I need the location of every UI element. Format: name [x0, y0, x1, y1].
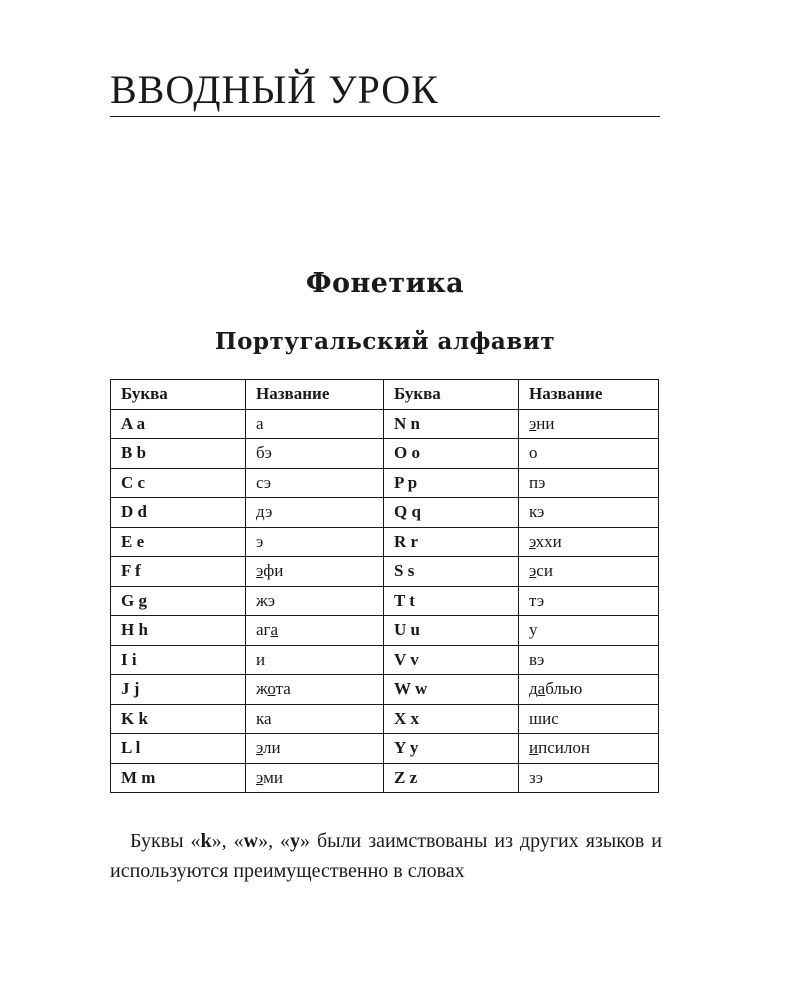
body-paragraph — [110, 826, 662, 886]
letter-cell: O o — [384, 439, 519, 469]
name-text: жэ — [256, 590, 276, 610]
name-text: та — [275, 679, 291, 699]
letter-cell: B b — [111, 439, 246, 469]
name-text: и — [256, 649, 266, 669]
letter-cell: Y y — [384, 734, 519, 764]
letter-cell: R r — [384, 527, 519, 557]
stressed-vowel: а — [537, 679, 546, 699]
name-text: а — [256, 413, 264, 433]
name-text: пэ — [529, 472, 546, 492]
name-text: шис — [529, 708, 559, 728]
name-text: сэ — [256, 472, 272, 492]
letter-cell: U u — [384, 616, 519, 646]
table-row — [111, 439, 659, 469]
chapter-title: ВВОДНЫЙ УРОК — [110, 66, 660, 117]
text-segment: » были заимствованы из других языков и используются преимущественно в словах — [110, 830, 663, 882]
stressed-vowel: э — [529, 531, 536, 551]
name-cell — [519, 645, 659, 675]
name-cell — [519, 409, 659, 439]
name-cell — [246, 645, 384, 675]
letter-cell: J j — [111, 675, 246, 705]
stressed-vowel: а — [270, 620, 279, 640]
name-text: псилон — [538, 738, 590, 758]
name-text: ми — [263, 767, 284, 787]
header-name: Название — [519, 380, 659, 410]
table-row — [111, 468, 659, 498]
stressed-vowel: э — [256, 561, 264, 581]
name-cell — [246, 468, 384, 498]
letter-cell: Q q — [384, 498, 519, 528]
table-row — [111, 586, 659, 616]
name-text: э — [256, 531, 264, 551]
name-text: хxи — [535, 531, 562, 551]
letter-cell: Z z — [384, 763, 519, 793]
name-text: зэ — [529, 767, 544, 787]
stressed-vowel: э — [529, 561, 537, 581]
name-cell — [519, 527, 659, 557]
table-row — [111, 616, 659, 646]
name-cell — [519, 763, 659, 793]
text-segment: », « — [258, 830, 291, 852]
letter-cell: X x — [384, 704, 519, 734]
table-row — [111, 557, 659, 587]
letter-y: y — [290, 830, 301, 852]
name-cell — [519, 468, 659, 498]
name-cell — [519, 675, 659, 705]
name-cell — [246, 763, 384, 793]
text-segment: », « — [211, 830, 244, 852]
name-cell — [246, 557, 384, 587]
name-cell — [246, 734, 384, 764]
stressed-vowel: и — [529, 738, 539, 758]
alphabet-table — [110, 379, 659, 793]
letter-cell: H h — [111, 616, 246, 646]
name-text: ни — [536, 413, 555, 433]
name-cell — [246, 704, 384, 734]
letter-cell: P p — [384, 468, 519, 498]
table-header-row — [111, 380, 659, 410]
name-cell — [519, 586, 659, 616]
letter-cell: S s — [384, 557, 519, 587]
name-cell — [246, 498, 384, 528]
name-text: вэ — [529, 649, 545, 669]
subsection-title: Португальский алфавит — [214, 328, 556, 355]
name-cell — [519, 498, 659, 528]
name-cell — [246, 409, 384, 439]
table-row — [111, 763, 659, 793]
name-text: ж — [256, 679, 268, 699]
stressed-vowel: о — [267, 679, 276, 699]
name-text: о — [529, 443, 538, 463]
section-title: Фонетика — [305, 268, 465, 299]
table-row — [111, 734, 659, 764]
name-text: д — [529, 679, 538, 699]
letter-cell: M m — [111, 763, 246, 793]
name-cell — [246, 586, 384, 616]
letter-cell: L l — [111, 734, 246, 764]
header-name: Название — [246, 380, 384, 410]
name-text: у — [529, 620, 538, 640]
letter-cell: C c — [111, 468, 246, 498]
header-letter: Буква — [111, 380, 246, 410]
name-cell — [519, 704, 659, 734]
table-row — [111, 527, 659, 557]
name-text: аг — [256, 620, 271, 640]
name-text: блью — [545, 679, 583, 699]
letter-cell: W w — [384, 675, 519, 705]
letter-cell: D d — [111, 498, 246, 528]
stressed-vowel: э — [256, 767, 264, 787]
letter-cell: I i — [111, 645, 246, 675]
name-text: кэ — [529, 502, 545, 522]
name-text: тэ — [529, 590, 545, 610]
letter-cell: A a — [111, 409, 246, 439]
letter-cell: V v — [384, 645, 519, 675]
letter-cell: G g — [111, 586, 246, 616]
name-text: дэ — [256, 502, 273, 522]
table-row — [111, 409, 659, 439]
table-row — [111, 704, 659, 734]
name-text: бэ — [256, 443, 272, 463]
alphabet-table-body — [111, 409, 659, 793]
letter-cell: N n — [384, 409, 519, 439]
stressed-vowel: э — [256, 738, 263, 758]
letter-cell: K k — [111, 704, 246, 734]
letter-cell: E e — [111, 527, 246, 557]
stressed-vowel: э — [529, 413, 537, 433]
name-cell — [246, 675, 384, 705]
letter-w: w — [243, 830, 259, 852]
letter-k: k — [200, 830, 212, 852]
name-text: фи — [263, 561, 284, 581]
table-row — [111, 645, 659, 675]
table-row — [111, 675, 659, 705]
name-cell — [246, 439, 384, 469]
text-segment: Буквы « — [130, 830, 201, 852]
letter-cell: F f — [111, 557, 246, 587]
name-cell — [519, 439, 659, 469]
name-cell — [246, 527, 384, 557]
name-cell — [519, 557, 659, 587]
name-cell — [519, 616, 659, 646]
name-text: ка — [256, 708, 272, 728]
name-cell — [519, 734, 659, 764]
table-row — [111, 498, 659, 528]
name-text: си — [536, 561, 553, 581]
header-letter: Буква — [384, 380, 519, 410]
name-cell — [246, 616, 384, 646]
name-text: ли — [263, 738, 281, 758]
letter-cell: T t — [384, 586, 519, 616]
